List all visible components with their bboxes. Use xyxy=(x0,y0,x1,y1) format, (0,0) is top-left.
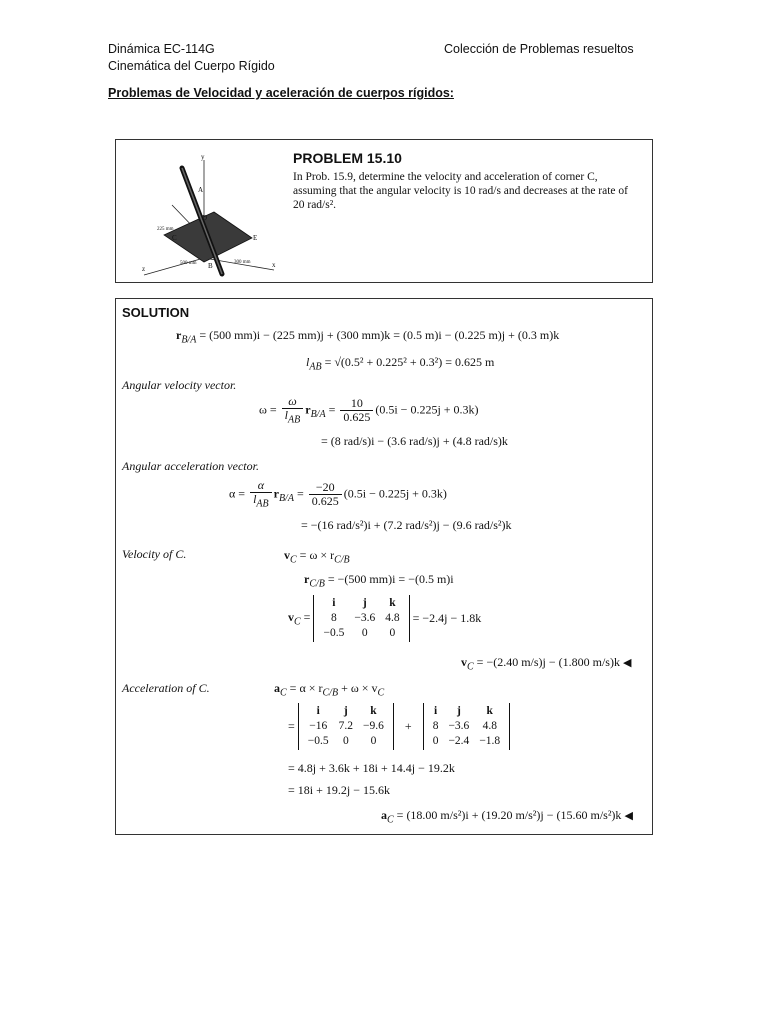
eq-l-ab xyxy=(306,355,494,372)
vc-lhs-symbol: v xyxy=(288,609,294,624)
alpha-frac-den-sub: AB xyxy=(256,498,269,510)
dim-label-300: 300 mm xyxy=(234,260,251,265)
ac-determinant-2 xyxy=(423,703,511,750)
problem-title: PROBLEM 15.10 xyxy=(293,150,402,166)
eq-ac-line3: = 18i + 19.2j − 15.6k xyxy=(288,783,390,797)
ac-det1-cell: 7.2 xyxy=(338,720,354,732)
ac-det2-cell: 8 xyxy=(432,720,439,732)
ac-det2-cell: −1.8 xyxy=(479,735,501,747)
omega-tail: (0.5i − 0.225j + 0.3k) xyxy=(375,402,479,417)
point-label-b: B xyxy=(208,262,213,270)
eq-r-ba xyxy=(176,328,559,345)
point-label-c: C xyxy=(172,234,177,242)
vc-def-expr: = ω × r xyxy=(296,548,335,562)
ac-det2-cell: −2.4 xyxy=(448,735,470,747)
alpha-frac-num: α xyxy=(250,479,272,493)
axis-label-z: z xyxy=(142,265,146,273)
omega-eq2: = xyxy=(325,402,339,417)
ac-det1-cell: i xyxy=(316,705,320,717)
ac-final-expr: = (18.00 m/s²)i + (19.20 m/s²)j − (15.60 m/s²)k xyxy=(393,808,622,822)
point-label-e: E xyxy=(253,234,258,242)
rcb-sub: C/B xyxy=(309,578,325,590)
omega-frac-den: l xyxy=(284,408,289,422)
alpha-lhs: α = xyxy=(229,486,249,501)
ac-det2-cell: i xyxy=(433,705,438,717)
section-title: Problemas de Velocidad y aceleración de cuerpos rígidos: xyxy=(108,86,454,100)
omega-r: r xyxy=(305,402,311,417)
ac-det1-cell: k xyxy=(370,705,377,717)
eq-ac-final xyxy=(381,808,633,825)
vc-det-cell: 0 xyxy=(389,627,396,639)
eq-ac-def xyxy=(274,681,384,698)
r-ba-symbol: r xyxy=(176,328,182,342)
eq-ac-dets: = i j k −16 7.2 −9.6 −0.5 0 0 + i j k 8 −3.6 4.8 0 −2.4 −1.8 xyxy=(288,703,510,750)
vc-final-sub: C xyxy=(467,661,474,673)
ac-det2-cell: k xyxy=(486,705,493,717)
problem-box xyxy=(115,139,653,283)
ac-def-tail: + ω × v xyxy=(338,681,378,695)
eq-ac-line2: = 4.8j + 3.6k + 18i + 14.4j − 19.2k xyxy=(288,761,455,775)
rcb-expr: = −(500 mm)i = −(0.5 m)i xyxy=(324,572,454,586)
point-label-a: A xyxy=(198,186,204,194)
ac-def-sub: C xyxy=(280,687,287,699)
answer-marker-icon: ◀ xyxy=(622,657,632,669)
problem-figure xyxy=(124,150,279,280)
label-acceleration-c: Acceleration of C. xyxy=(122,681,210,695)
vc-final-expr: = −(2.40 m/s)j − (1.800 m/s)k xyxy=(473,655,620,669)
dim-label-500: 500 mm xyxy=(180,261,197,266)
ac-det1-cell: −9.6 xyxy=(363,720,384,732)
vc-det-cell: k xyxy=(389,597,396,609)
solution-box xyxy=(115,298,653,835)
r-ba-expr: = (500 mm)i − (225 mm)j + (300 mm)k = (0.5 m)i − (0.225 m)j + (0.3 m)k xyxy=(196,328,560,342)
problem-text-line2: assuming that the angular velocity is 10 rad/s and decreases at the rate of xyxy=(293,185,628,197)
omega-r-sub: B/A xyxy=(310,408,326,420)
vc-def-sub2: C/B xyxy=(334,554,350,566)
course-topic: Cinemática del Cuerpo Rígido xyxy=(108,59,275,73)
ac-det1-cell: −0.5 xyxy=(307,735,329,747)
ac-det2-cell: −3.6 xyxy=(448,720,470,732)
eq-rcb xyxy=(304,572,454,589)
omega-num: 10 xyxy=(340,397,373,411)
label-velocity-c: Velocity of C. xyxy=(122,547,187,561)
alpha-r: r xyxy=(273,486,279,501)
alpha-num: −20 xyxy=(309,481,342,495)
omega-den: 0.625 xyxy=(343,410,371,425)
ac-det1-cell: −16 xyxy=(309,720,328,732)
solution-title: SOLUTION xyxy=(122,305,190,320)
problem-text-line1: In Prob. 15.9, determine the velocity and acceleration of corner C, xyxy=(293,171,598,183)
vc-det-cell: 0 xyxy=(361,627,368,639)
omega-frac-num: ω xyxy=(282,395,304,409)
eq-omega xyxy=(259,395,479,426)
vc-final-symbol: v xyxy=(461,655,467,669)
collection-title: Colección de Problemas resueltos xyxy=(444,42,634,56)
axis-label-y: y xyxy=(201,153,205,161)
vc-det-cell: −0.5 xyxy=(323,627,345,639)
alpha-tail: (0.5i − 0.225j + 0.3k) xyxy=(343,486,447,501)
ac-det2-cell: 4.8 xyxy=(482,720,497,732)
course-code: Dinámica EC-114G xyxy=(108,42,215,56)
ac-determinant-1 xyxy=(298,703,394,750)
omega-frac-den-sub: AB xyxy=(288,414,301,426)
ac-det1-cell: 0 xyxy=(342,735,349,747)
alpha-den: 0.625 xyxy=(311,494,339,509)
vc-lhs-sub: C xyxy=(294,616,301,628)
alpha-r-sub: B/A xyxy=(278,492,294,504)
label-angular-acceleration: Angular acceleration vector. xyxy=(122,459,259,473)
answer-marker-icon: ◀ xyxy=(624,810,633,822)
alpha-eq2: = xyxy=(293,486,307,501)
dim-label-225: 225 mm xyxy=(157,227,174,232)
vc-det-result: = −2.4j − 1.8k xyxy=(412,611,482,625)
axis-label-x: x xyxy=(272,261,276,269)
vc-def-symbol: v xyxy=(284,548,290,562)
ac-final-symbol: a xyxy=(381,808,387,822)
omega-lhs: ω = xyxy=(259,402,280,417)
ac-det1-cell: 0 xyxy=(370,735,377,747)
vc-det-cell: 8 xyxy=(331,612,337,624)
eq-vc-def xyxy=(284,548,350,565)
ac-def-symbol: a xyxy=(274,681,280,695)
problem-text-line3: 20 rad/s². xyxy=(293,199,337,211)
point-label-d: D xyxy=(202,214,208,222)
vc-det-cell: j xyxy=(362,597,367,609)
ac-final-sub: C xyxy=(387,814,394,826)
alpha-frac-den: l xyxy=(253,492,257,506)
label-angular-velocity: Angular velocity vector. xyxy=(122,378,237,392)
vc-determinant xyxy=(313,595,409,642)
ac-det1-cell: j xyxy=(343,705,348,717)
vc-det-cell: 4.8 xyxy=(385,612,400,624)
ac-det2-cell: j xyxy=(456,705,461,717)
eq-omega-result: = (8 rad/s)i − (3.6 rad/s)j + (4.8 rad/s)k xyxy=(321,434,508,448)
vc-det-cell: −3.6 xyxy=(354,612,376,624)
eq-vc-final xyxy=(461,655,631,672)
r-ba-sub: B/A xyxy=(181,334,197,346)
vc-def-sub: C xyxy=(290,554,297,566)
rcb-symbol: r xyxy=(304,572,310,586)
ac-def-sub3: C xyxy=(377,687,385,699)
eq-alpha xyxy=(229,479,447,510)
l-ab-sub: AB xyxy=(309,361,322,373)
l-ab-expr: = √(0.5² + 0.225² + 0.3²) = 0.625 m xyxy=(321,355,495,369)
eq-vc-det: $v_C$ = i j k 8 −3.6 4.8 −0.5 0 0 = −2.4j − 1.8k xyxy=(288,595,481,642)
ac-def-expr: = α × r xyxy=(286,681,323,695)
ac-det2-cell: 0 xyxy=(432,735,439,747)
l-ab-symbol: l xyxy=(306,355,310,369)
ac-def-sub2: C/B xyxy=(322,687,339,699)
ac-plus-sign: + xyxy=(404,719,412,733)
vc-det-cell: i xyxy=(332,597,336,609)
eq-alpha-result: = −(16 rad/s²)i + (7.2 rad/s²)j − (9.6 rad/s²)k xyxy=(301,518,512,532)
